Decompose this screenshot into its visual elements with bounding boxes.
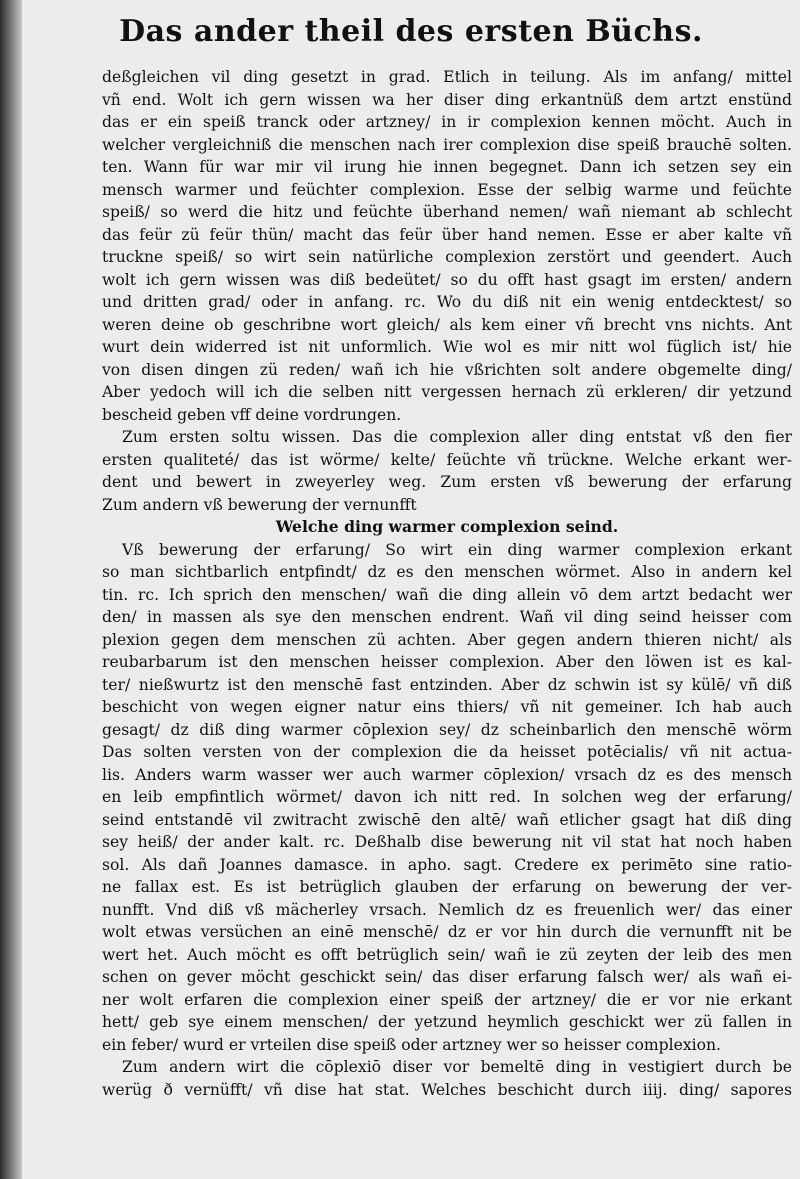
text-line: schen on gever möcht geschickt sein/ das diser erfarung falsch wer/ als wañ ei-: [102, 968, 792, 986]
text-line: weren deine ob geschribne wort gleich/ als kem einer vñ brecht vns nichts. Ant: [102, 315, 792, 334]
text-line-struck: ten. Wann für war mir vil irung hie innen begegnet. Dann ich setzen sey ein: [102, 158, 792, 176]
text-line: ersten qualiteté/ das ist wörme/ kelte/ feüchte vñ trückne. Welche erkant wer-: [102, 450, 792, 469]
book-gutter-shadow: [0, 0, 22, 1179]
text-line: dent und bewert in zweyerley weg. Zum ersten vß bewerung der erfarung: [102, 473, 792, 491]
text-line: ner wolt erfaren die complexion einer speiß der artzney/ die er vor nie erkant: [102, 990, 792, 1009]
running-title-text: Das ander theil des ersten Büchs.: [119, 14, 703, 49]
book-page: [22, 0, 800, 1179]
text-line: vñ end. Wolt ich gern wissen wa her diser ding erkantnüß dem artzt enstünd: [102, 90, 792, 109]
text-line: welcher vergleichniß die menschen nach irer complexion dise speiß brauchē solten.: [102, 135, 792, 154]
text-line: Zum andern vß bewerung der vernunfft: [102, 495, 417, 514]
text-line: Zum andern wirt die cōplexiō diser vor bemeltē ding in vestigiert durch be: [122, 1058, 792, 1076]
text-line-struck: mensch warmer und feüchter complexion. Esse der selbig warme und feüchte: [102, 180, 792, 199]
text-line: truckne speiß/ so wirt sein natürliche complexion zerstört und geendert. Auch: [102, 248, 792, 266]
text-line: werüg ð vernüfft/ vñ dise hat stat. Welches beschicht durch iiij. ding/ sapores: [102, 1080, 792, 1099]
text-line: reubarbarum ist den menschen heisser complexion. Aber den löwen ist es kal-: [102, 653, 792, 671]
text-line: von disen dingen zü reden/ wañ ich hie vßrichten solt andere obgemelte ding/: [102, 360, 792, 379]
text-line: deßgleichen vil ding gesetzt in grad. Etlich in teilung. Als im anfang/ mittel: [102, 68, 792, 86]
text-line: den/ in massen als sye den menschen endrent. Wañ vil ding seind heisser com: [102, 608, 792, 626]
text-line: tin. rc. Ich sprich den menschen/ wañ die ding allein vō dem artzt bedacht wer: [102, 585, 792, 604]
text-line-underlined: Das solten versten von der complexion die da heisset potēcialis/ vñ nit actua-: [102, 743, 792, 761]
text-line: nunfft. Vnd diß vß mächerley vrsach. Nemlich dz es freuenlich wer/ das einer: [102, 900, 792, 919]
page-body: [102, 66, 792, 1101]
text-line: ter/ nießwurtz ist den menschē fast entzinden. Aber dz schwin ist sy külē/ vñ diß: [102, 675, 792, 694]
text-line: wurt dein widerred ist nit unformlich. Wie wol es mir nitt wol füglich ist/ hie: [102, 338, 792, 356]
paragraph-2: [102, 426, 792, 516]
text-line: gesagt/ dz diß ding warmer cōplexion sey/ dz scheinbarlich den menschē wörm: [102, 720, 792, 739]
text-line: bescheid geben vff deine vordrungen.: [102, 405, 402, 424]
text-line: so man sichtbarlich entpfindt/ dz es den menschen wörmet. Also in andern kel: [102, 563, 792, 581]
section-subheading: Welche ding warmer complexion seind.: [275, 517, 619, 536]
text-line: und dritten grad/ oder in anfang. rc. Wo du diß nit ein wenig entdecktest/ so: [102, 293, 792, 311]
text-line: Vß bewerung der erfarung/ So wirt ein ding warmer complexion erkant: [122, 540, 792, 559]
paragraph-1: [102, 66, 792, 426]
text-line: seind entstandē vil zwitracht zwischē den altē/ wañ etlicher gsagt hat diß ding: [102, 810, 792, 829]
text-line: plexion gegen dem menschen zü achten. Aber gegen andern thieren nicht/ als: [102, 630, 792, 649]
text-line: ein feber/ wurd er vrteilen dise speiß oder artzney wer so heisser complexion.: [102, 1035, 721, 1054]
text-line: das feür zü feür thün/ macht das feür über hand nemen. Esse er aber kalte vñ: [102, 225, 792, 244]
text-line: hett/ geb sye einem menschen/ der yetzund heymlich geschickt wer zü fallen in: [102, 1013, 792, 1031]
paragraph-4: [102, 1056, 792, 1101]
text-line: en leib empfintlich wörmet/ davon ich nitt red. In solchen weg der erfarung/: [102, 788, 792, 806]
running-title: [22, 14, 800, 49]
text-line: speiß/ so werd die hitz und feüchte überhand nemen/ wañ niemant ab schlecht: [102, 203, 792, 221]
paragraph-3: [102, 539, 792, 1057]
text-line: beschicht von wegen eigner natur eins thiers/ vñ nit gemeiner. Ich hab auch: [102, 698, 792, 716]
text-line: Zum ersten soltu wissen. Das die complexion aller ding entstat vß den fier: [122, 428, 792, 446]
text-line: sey heiß/ der ander kalt. rc. Deßhalb dise bewerung nit vil stat hat noch haben: [102, 833, 792, 851]
text-line: wert het. Auch möcht es offt betrüglich sein/ wañ ie zü zeyten der leib des men: [102, 945, 792, 964]
text-line: Aber yedoch will ich die selben nitt vergessen hernach zü erkleren/ dir yetzund: [102, 383, 792, 401]
text-line: sol. Als dañ Joannes damasce. in apho. sagt. Credere ex perimēto sine ratio-: [102, 855, 792, 874]
text-line: lis. Anders warm wasser wer auch warmer cōplexion/ vrsach dz es des mensch: [102, 765, 792, 784]
text-line: das er ein speiß tranck oder artzney/ in ir complexion kennen möcht. Auch in: [102, 113, 792, 131]
text-line: wolt etwas versüchen an einē menschē/ dz er vor hin durch die vernunfft nit be: [102, 923, 792, 941]
text-line: wolt ich gern wissen was diß bedeütet/ so du offt hast gsagt im ersten/ andern: [102, 270, 792, 289]
text-line: ne fallax est. Es ist betrüglich glauben der erfarung on bewerung der ver-: [102, 878, 792, 896]
